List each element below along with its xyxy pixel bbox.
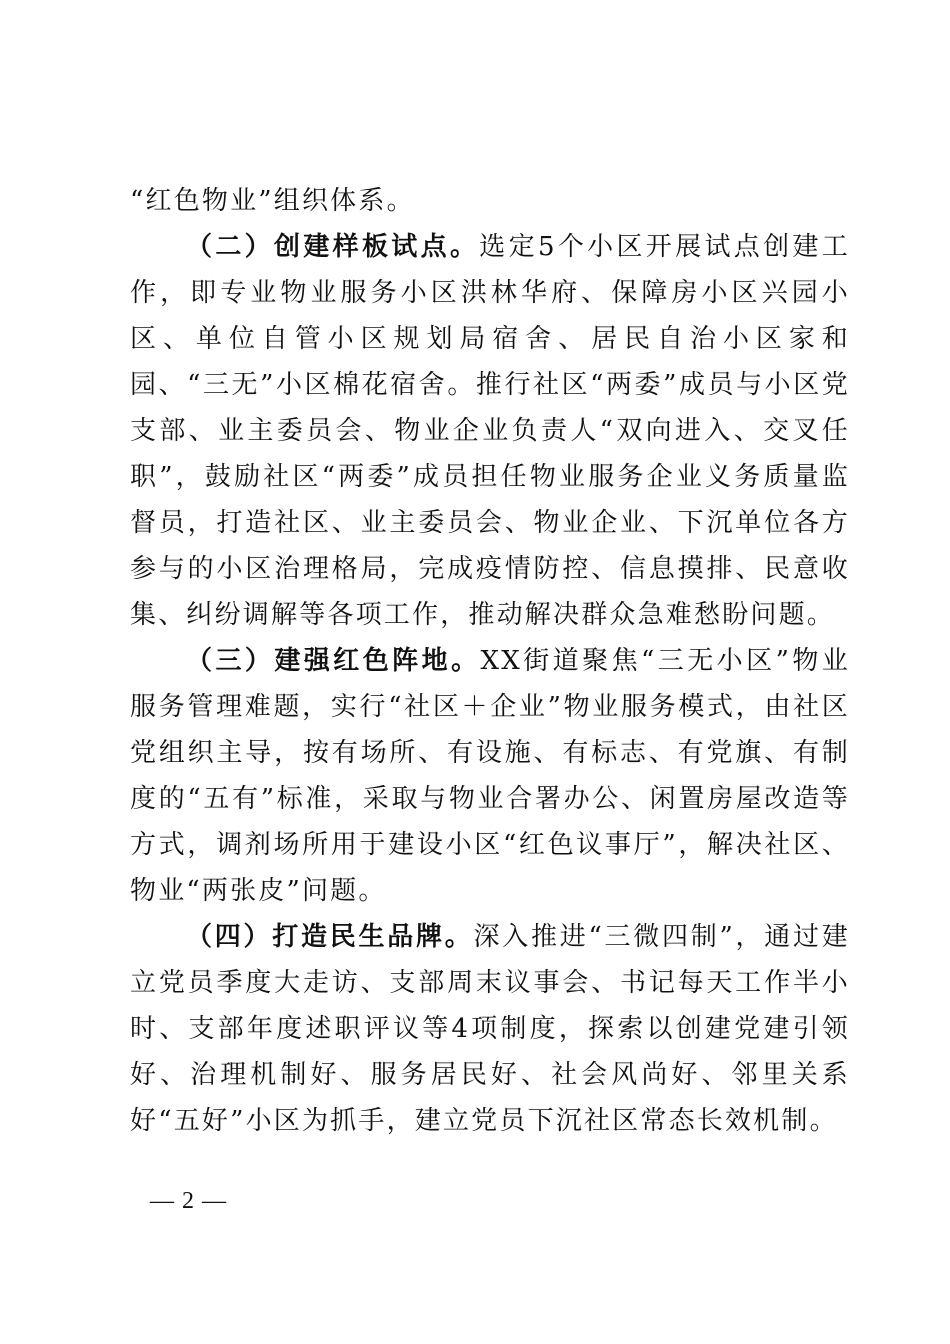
paragraph-section-3 (130, 638, 850, 914)
document-body (130, 178, 850, 1144)
section-heading: （四）打造民生品牌。 (186, 922, 474, 952)
paragraph-body: 深入推进“三微四制”，通过建立党员季度大走访、支部周末议事会、书记每天工作半小时、支部年度述职评议等4项制度，探索以创建党建引领好、治理机制好、服务居民好、社会风尚好、邻里关系好“五好”小区为抓手，建立党员下沉社区常态长效机制。 (130, 922, 850, 1136)
paragraph-section-4 (130, 914, 850, 1144)
paragraph-continuation (130, 178, 850, 224)
paragraph-section-2 (130, 224, 850, 638)
section-heading: （三）建强红色阵地。 (186, 646, 481, 676)
paragraph-body: XX街道聚焦“三无小区”物业服务管理难题，实行“社区＋企业”物业服务模式，由社区党组织主导，按有场所、有设施、有标志、有党旗、有制度的“五有”标准，采取与物业合署办公、闲置房屋改造等方式，调剂场所用于建设小区“红色议事厅”，解决社区、物业“两张皮”问题。 (130, 646, 850, 906)
paragraph-body: 选定5个小区开展试点创建工作，即专业物业服务小区洪林华府、保障房小区兴园小区、单位自管小区规划局宿舍、居民自治小区家和园、“三无”小区棉花宿舍。推行社区“两委”成员与小区党支部、业主委员会、物业企业负责人“双向进入、交叉任职”，鼓励社区“两委”成员担任物业服务企业义务质量监督员，打造社区、业主委员会、物业企业、下沉单位各方参与的小区治理格局，完成疫情防控、信息摸排、民意收集、纠纷调解等各项工作，推动解决群众急难愁盼问题。 (130, 232, 850, 630)
page-number: — 2 — (150, 1188, 227, 1214)
paragraph-body: “红色物业”组织体系。 (130, 186, 415, 216)
section-heading: （二）创建样板试点。 (186, 232, 480, 262)
